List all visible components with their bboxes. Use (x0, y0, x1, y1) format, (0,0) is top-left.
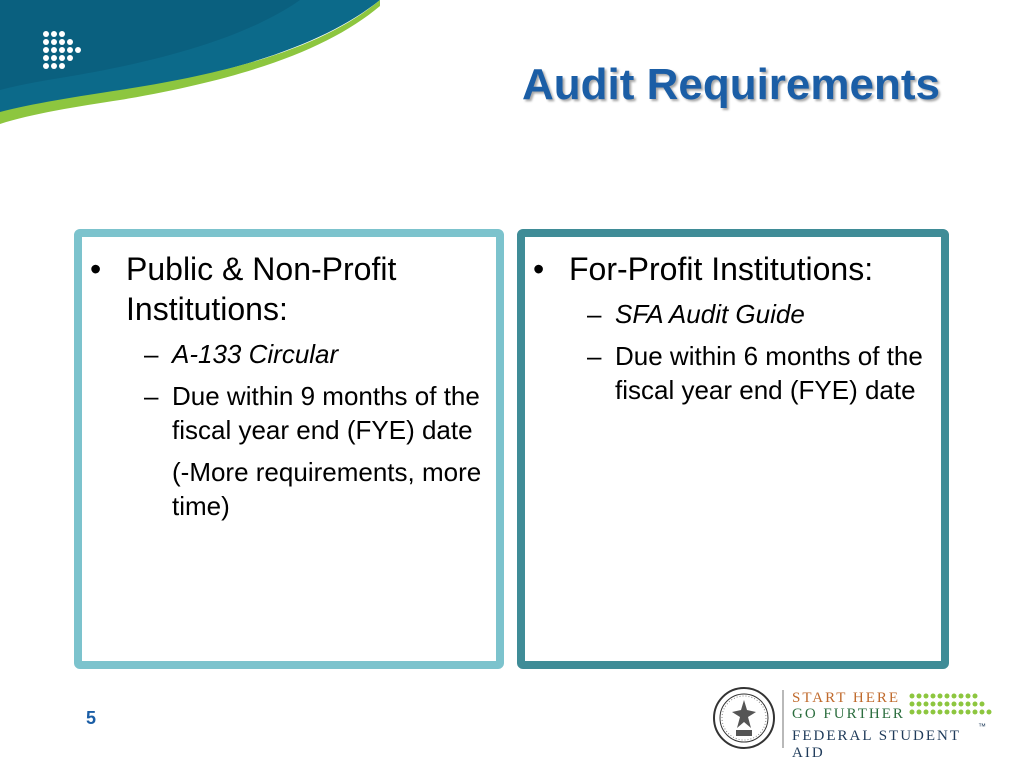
sub-item (525, 297, 941, 331)
dash-icon: – (144, 339, 159, 369)
dash-icon: – (144, 381, 159, 411)
panel-for-profit (517, 229, 949, 669)
sub-item (82, 337, 496, 371)
dot-grid-icon (908, 692, 992, 722)
logo-tagline-start: START HERE (792, 690, 901, 706)
logo-tagline-further: GO FURTHER (792, 706, 905, 722)
dash-icon: – (587, 299, 602, 329)
sub-item-text: Due within 9 months of the fiscal year end (FYE) date (172, 381, 480, 445)
trademark-symbol: ™ (978, 722, 986, 731)
bullet-list (525, 249, 941, 407)
slide-number: 5 (86, 708, 97, 728)
continuation-text: (-More requirements, more time) (172, 457, 482, 521)
sub-item (525, 339, 941, 407)
bullet-dot-icon: • (533, 251, 545, 287)
sub-item-text: Due within 6 months of the fiscal year end (FYE) date (615, 341, 923, 405)
dash-icon: – (587, 341, 602, 371)
sub-item-text: A-133 Circular (172, 339, 339, 369)
arrow-dot-logo-icon (40, 28, 96, 76)
bullet-list (82, 249, 496, 523)
bullet-item (525, 249, 941, 289)
bullet-item (82, 249, 496, 329)
sub-item (82, 379, 496, 447)
sub-item-continuation (82, 455, 496, 523)
slide-title: Audit Requirements (521, 60, 940, 109)
bullet-dot-icon: • (90, 251, 102, 287)
bullet-text: Public & Non-Profit Institutions: (126, 251, 397, 327)
federal-student-aid-logo (712, 686, 992, 761)
department-of-education-seal-icon (712, 686, 776, 750)
bullet-text: For-Profit Institutions: (569, 251, 874, 287)
logo-wordmark: FEDERAL STUDENT AID (792, 728, 961, 761)
sub-item-text: SFA Audit Guide (615, 299, 805, 329)
logo-divider (782, 690, 784, 748)
panel-public-nonprofit (74, 229, 504, 669)
